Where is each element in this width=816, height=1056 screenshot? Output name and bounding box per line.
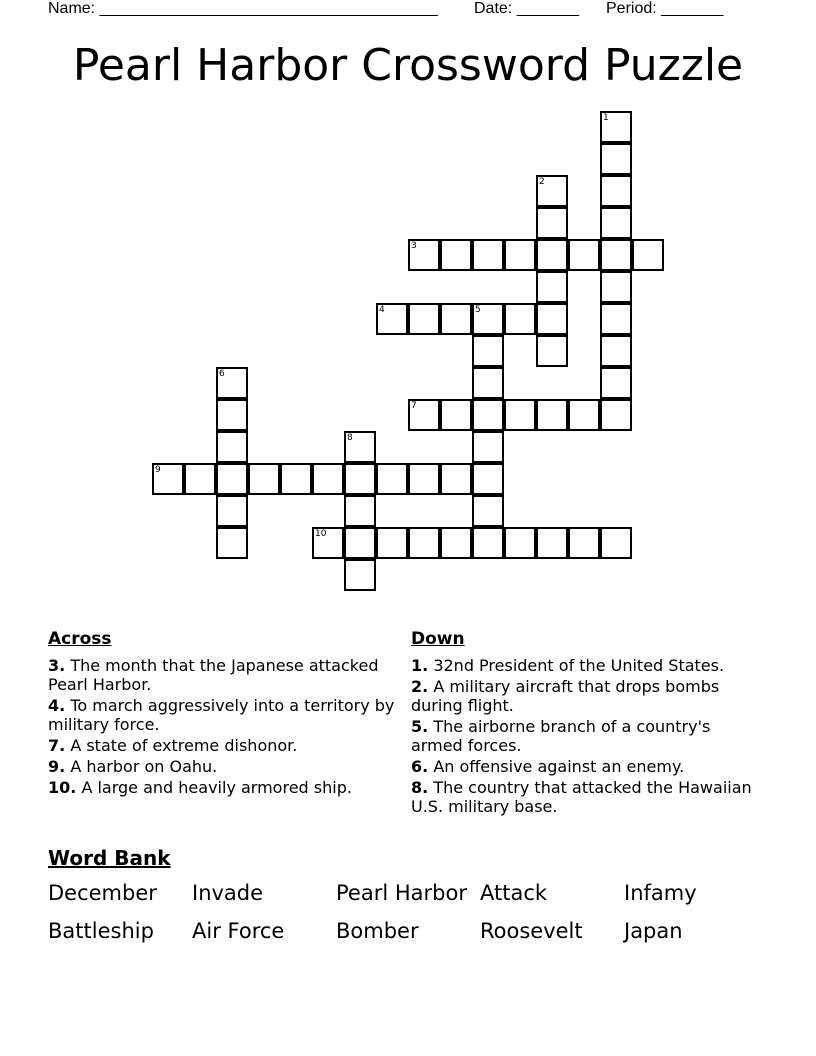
crossword-cell[interactable] [344, 527, 376, 559]
crossword-cell[interactable] [536, 335, 568, 367]
crossword-cell[interactable] [344, 431, 376, 463]
crossword-cell[interactable] [472, 495, 504, 527]
crossword-cell[interactable] [600, 271, 632, 303]
crossword-cell[interactable] [472, 463, 504, 495]
crossword-cell[interactable] [216, 431, 248, 463]
crossword-cell[interactable] [440, 527, 472, 559]
crossword-cell[interactable] [440, 399, 472, 431]
crossword-cell[interactable] [536, 399, 568, 431]
crossword-cell[interactable] [632, 239, 664, 271]
crossword-cell[interactable] [568, 239, 600, 271]
crossword-cell[interactable] [472, 239, 504, 271]
crossword-cell[interactable] [408, 527, 440, 559]
word-bank-item: Infamy [624, 881, 697, 905]
clue-across-9: 9. A harbor on Oahu. [48, 757, 218, 776]
clue-down-5: 5. The airborne branch of a country's armed forces. [411, 717, 711, 755]
across-clues [48, 628, 398, 799]
crossword-cell[interactable] [344, 559, 376, 591]
crossword-cell[interactable] [472, 527, 504, 559]
crossword-cell[interactable] [504, 399, 536, 431]
down-clues [411, 628, 761, 818]
crossword-cell[interactable] [600, 207, 632, 239]
crossword-cell[interactable] [472, 367, 504, 399]
crossword-cell[interactable] [248, 463, 280, 495]
word-bank-item: Pearl Harbor [336, 881, 467, 905]
clue-number-label: 4 [379, 305, 385, 315]
clue-down-8: 8. The country that attacked the Hawaiian U.S. military base. [411, 778, 752, 816]
crossword-cell[interactable] [568, 399, 600, 431]
page-title: Pearl Harbor Crossword Puzzle [72, 40, 744, 91]
crossword-cell[interactable] [472, 431, 504, 463]
crossword-cell[interactable] [600, 527, 632, 559]
clue-across-3: 3. The month that the Japanese attacked Pearl Harbor. [48, 656, 379, 694]
word-bank-item: Attack [480, 881, 548, 905]
clue-number-label: 5 [475, 305, 481, 315]
down-heading: Down [411, 629, 465, 649]
crossword-cell[interactable] [472, 303, 504, 335]
word-bank-item: Invade [192, 881, 264, 905]
across-heading: Across [48, 629, 112, 649]
crossword-cell[interactable] [216, 527, 248, 559]
crossword-cell[interactable] [216, 495, 248, 527]
crossword-cell[interactable] [472, 335, 504, 367]
clue-number-label: 3 [411, 241, 417, 251]
word-bank [48, 880, 768, 944]
crossword-cell[interactable] [600, 175, 632, 207]
crossword-cell[interactable] [536, 175, 568, 207]
crossword-cell[interactable] [536, 207, 568, 239]
clue-number-label: 2 [539, 177, 545, 187]
crossword-cell[interactable] [440, 463, 472, 495]
crossword-cell[interactable] [312, 463, 344, 495]
crossword-cell[interactable] [600, 399, 632, 431]
clue-down-2: 2. A military aircraft that drops bombs during flight. [411, 677, 720, 715]
crossword-cell[interactable] [536, 527, 568, 559]
word-bank-item: Bomber [336, 919, 419, 943]
crossword-cell[interactable] [408, 239, 440, 271]
crossword-cell[interactable] [408, 303, 440, 335]
period-field-label[interactable]: Period: _______ [606, 0, 724, 17]
crossword-cell[interactable] [152, 463, 184, 495]
clue-across-10: 10. A large and heavily armored ship. [48, 778, 352, 797]
clue-across-4: 4. To march aggressively into a territory by military force. [48, 696, 395, 734]
crossword-cell[interactable] [312, 527, 344, 559]
crossword-cell[interactable] [600, 303, 632, 335]
word-bank-item: Battleship [48, 919, 154, 943]
crossword-cell[interactable] [600, 335, 632, 367]
clue-down-1: 1. 32nd President of the United States. [411, 656, 725, 675]
crossword-cell[interactable] [344, 463, 376, 495]
crossword-cell[interactable] [600, 143, 632, 175]
clue-down-6: 6. An offensive against an enemy. [411, 757, 685, 776]
clue-number-label: 1 [603, 113, 609, 123]
word-bank-item: Air Force [192, 919, 285, 943]
crossword-cell[interactable] [184, 463, 216, 495]
clue-number-label: 8 [347, 433, 353, 443]
crossword-cell[interactable] [504, 527, 536, 559]
crossword-cell[interactable] [408, 463, 440, 495]
word-bank-heading: Word Bank [48, 846, 171, 870]
crossword-cell[interactable] [216, 399, 248, 431]
crossword-cell[interactable] [216, 463, 248, 495]
crossword-cell[interactable] [376, 303, 408, 335]
crossword-cell[interactable] [472, 399, 504, 431]
clue-number-label: 9 [155, 465, 161, 475]
crossword-cell[interactable] [216, 367, 248, 399]
crossword-cell[interactable] [568, 527, 600, 559]
clue-number-label: 7 [411, 401, 417, 411]
clue-number-label: 10 [315, 529, 327, 539]
name-field-label[interactable]: Name: ______________________________________ [48, 0, 438, 17]
crossword-cell[interactable] [536, 239, 568, 271]
crossword-cell[interactable] [440, 239, 472, 271]
crossword-cell[interactable] [600, 239, 632, 271]
word-bank-item: December [48, 881, 157, 905]
crossword-cell[interactable] [376, 527, 408, 559]
clue-number-label: 6 [219, 369, 225, 379]
crossword-cell[interactable] [536, 303, 568, 335]
date-field-label[interactable]: Date: _______ [474, 0, 579, 17]
crossword-cell[interactable] [536, 271, 568, 303]
crossword-cell[interactable] [344, 495, 376, 527]
word-bank-item: Roosevelt [480, 919, 583, 943]
word-bank-item: Japan [624, 919, 683, 943]
crossword-cell[interactable] [504, 239, 536, 271]
crossword-cell[interactable] [440, 303, 472, 335]
crossword-cell[interactable] [504, 303, 536, 335]
crossword-cell[interactable] [408, 399, 440, 431]
clue-across-7: 7. A state of extreme dishonor. [48, 736, 298, 755]
crossword-cell[interactable] [600, 111, 632, 143]
crossword-cell[interactable] [280, 463, 312, 495]
crossword-cell[interactable] [376, 463, 408, 495]
crossword-cell[interactable] [600, 367, 632, 399]
